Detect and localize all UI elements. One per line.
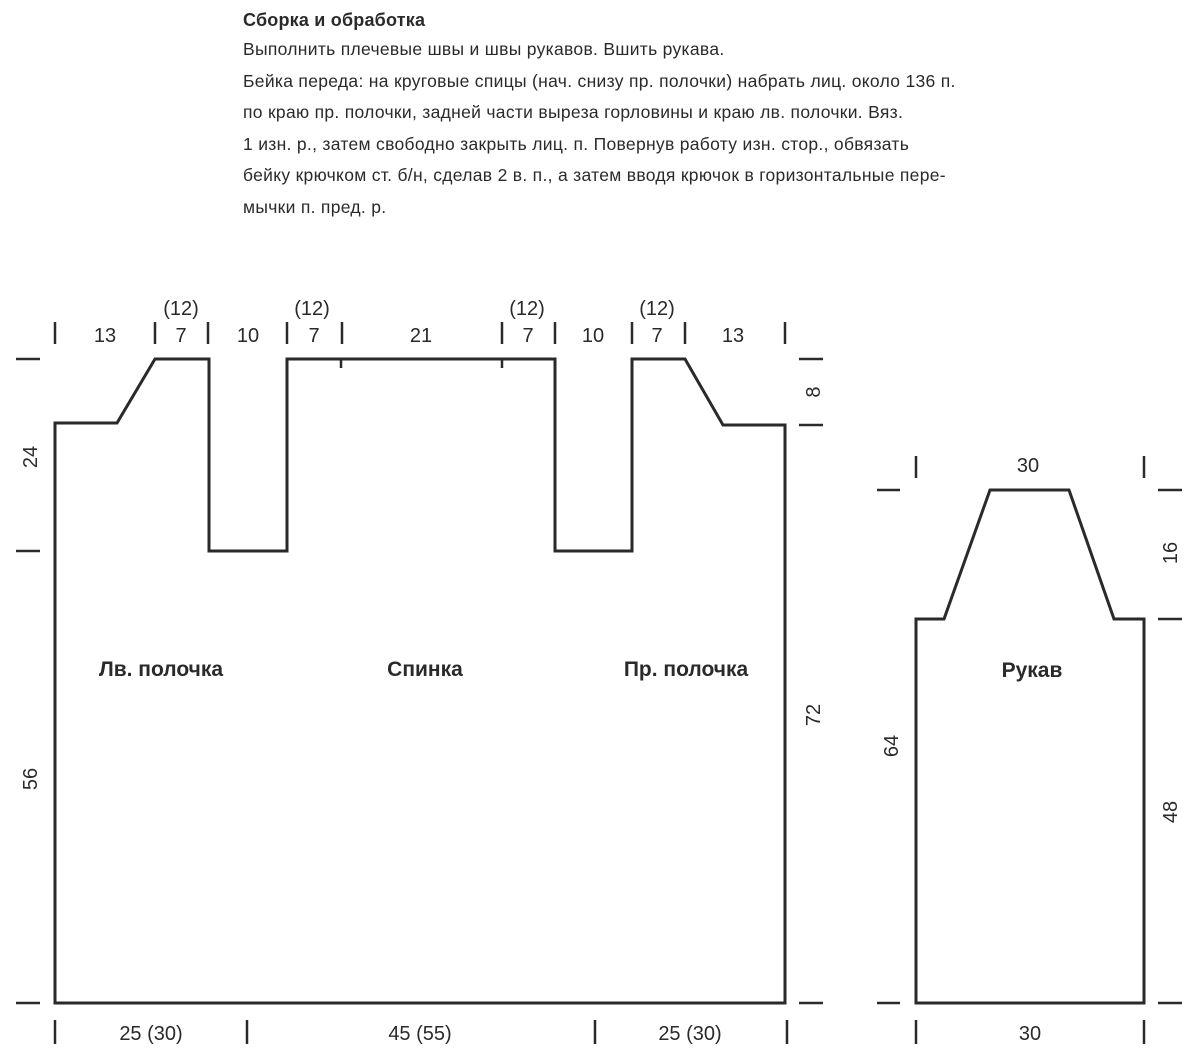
top-width-label: 13 bbox=[721, 325, 745, 347]
top-width-label: 7 bbox=[522, 325, 534, 347]
top-width-label: 13 bbox=[93, 325, 117, 347]
instructions-heading: Сборка и обработка bbox=[243, 10, 426, 30]
bottom-width-label: 25 (30) bbox=[119, 1023, 183, 1045]
sleeve-cap-height-label: 16 bbox=[1160, 541, 1182, 565]
shoulder-height-label: 8 bbox=[803, 386, 825, 398]
instructions-line: 1 изн. р., затем свободно закрыть лиц. п. Повернув работу изн. стор., обвязать bbox=[243, 133, 910, 154]
instructions-line: бейку крючком ст. б/н, сделав 2 в. п., а затем вводя крючок в горизонтальные пере- bbox=[243, 165, 946, 185]
sleeve-top-width-label: 30 bbox=[1016, 455, 1040, 477]
right-height-ticks bbox=[799, 359, 823, 1003]
bottom-width-label: 25 (30) bbox=[658, 1023, 722, 1045]
sleeve-label: Рукав bbox=[1001, 659, 1063, 682]
alt-width-label: (12) bbox=[163, 298, 199, 320]
instructions-line: Бейка переда: на круговые спицы (нач. снизу пр. полочки) набрать лиц. около 136 п. bbox=[243, 70, 956, 91]
alt-width-label: (12) bbox=[509, 298, 545, 320]
top-width-label: 10 bbox=[236, 325, 260, 347]
sleeve-bottom-width-label: 30 bbox=[1018, 1023, 1042, 1045]
sleeve-total-height-label: 64 bbox=[881, 734, 903, 758]
top-width-label: 7 bbox=[175, 325, 187, 347]
total-height-label: 72 bbox=[803, 703, 825, 727]
right-front-label: Пр. полочка bbox=[623, 658, 749, 681]
back-label: Спинка bbox=[387, 658, 463, 681]
body-outline bbox=[55, 359, 785, 1003]
bottom-width-label: 45 (55) bbox=[388, 1023, 452, 1045]
instructions-line: по краю пр. полочки, задней части выреза горловины и краю лв. полочки. Вяз. bbox=[243, 102, 904, 122]
top-width-label: 7 bbox=[651, 325, 663, 347]
sleeve-right-ticks bbox=[1158, 490, 1182, 1003]
alt-width-label: (12) bbox=[639, 298, 675, 320]
instructions-line: Выполнить плечевые швы и швы рукавов. Вшить рукава. bbox=[243, 39, 725, 59]
side-height-label: 56 bbox=[20, 767, 42, 791]
armhole-height-label: 24 bbox=[20, 445, 42, 469]
sleeve-lower-height-label: 48 bbox=[1160, 800, 1182, 824]
left-front-label: Лв. полочка bbox=[98, 658, 224, 681]
instructions-line: мычки п. пред. р. bbox=[243, 196, 387, 217]
top-width-label: 10 bbox=[581, 325, 605, 347]
sleeve-outline bbox=[916, 490, 1144, 1003]
alt-width-label: (12) bbox=[294, 298, 330, 320]
top-width-label: 21 bbox=[409, 325, 433, 347]
top-width-label: 7 bbox=[308, 325, 320, 347]
